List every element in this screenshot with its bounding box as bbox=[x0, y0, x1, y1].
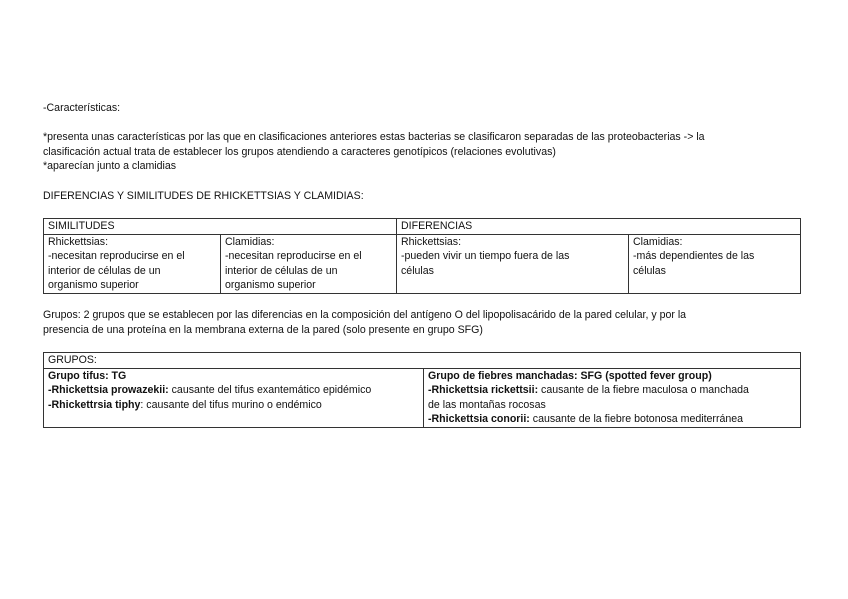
cell-dif-clamidias bbox=[629, 234, 801, 293]
caracteristicas-section bbox=[43, 101, 803, 116]
grupo-tifus-title bbox=[48, 369, 419, 384]
cell-line: células bbox=[633, 264, 666, 277]
cell-line: Clamidias: bbox=[633, 235, 683, 248]
caracteristicas-body bbox=[43, 130, 813, 174]
grupos-header: GRUPOS: bbox=[44, 353, 801, 369]
cell-line: -pueden vivir un tiempo fuera de las bbox=[401, 250, 570, 263]
grupos-intro-line: presencia de una proteína en la membrana externa de la pared (solo presente en grupo SFG) bbox=[43, 323, 483, 336]
species-desc: : causante del tifus murino o endémico bbox=[140, 398, 322, 411]
grupos-intro bbox=[43, 308, 813, 337]
caracteristicas-line: *aparecían junto a clamidias bbox=[43, 160, 177, 173]
table-header-row bbox=[44, 219, 801, 235]
caracteristicas-line: *presenta unas características por las que en clasificaciones anteriores estas bacterias se clasificaron separadas de las proteobacterias -> la bbox=[43, 131, 705, 143]
grupos-intro-line: Grupos: 2 grupos que se establecen por las diferencias en la composición del antígeno O del lipopolisacárido de la pared celular, y por la bbox=[43, 309, 687, 321]
cell-sim-clamidias bbox=[221, 234, 397, 293]
species-line-cont: de las montañas rocosas bbox=[428, 398, 546, 411]
species-desc: causante de la fiebre botonosa mediterránea bbox=[529, 413, 744, 426]
diferencias-title-block bbox=[43, 189, 803, 204]
cell-line: Clamidias: bbox=[225, 235, 275, 248]
grupo-tifus-cell bbox=[44, 368, 424, 427]
grupo-sfg-title bbox=[428, 369, 796, 384]
similitudes-diferencias-table bbox=[43, 218, 801, 294]
table-row bbox=[44, 234, 801, 293]
cell-line: -más dependientes de las bbox=[633, 250, 755, 263]
cell-line: Rhickettsias: bbox=[48, 235, 109, 248]
diferencias-title: DIFERENCIAS Y SIMILITUDES DE RHICKETTSIAS Y CLAMIDIAS: bbox=[43, 190, 364, 202]
cell-line: células bbox=[401, 264, 434, 277]
cell-dif-rhickettsias bbox=[397, 234, 629, 293]
species-name: -Rhickettrsia tiphy bbox=[48, 398, 141, 411]
grupos-table-block bbox=[43, 352, 800, 428]
cell-line: interior de células de un bbox=[225, 264, 338, 277]
species-line bbox=[48, 383, 419, 398]
cell-line: -necesitan reproducirse en el bbox=[48, 250, 185, 263]
similitudes-table-block bbox=[43, 218, 800, 294]
cell-sim-rhickettsias bbox=[44, 234, 221, 293]
species-line bbox=[428, 412, 796, 427]
caracteristicas-heading: -Características: bbox=[43, 102, 121, 114]
table-header-row bbox=[44, 353, 801, 369]
cell-line: interior de células de un bbox=[48, 264, 161, 277]
grupos-table bbox=[43, 352, 801, 428]
species-name: -Rhickettsia rickettsii: bbox=[428, 384, 539, 397]
species-name: -Rhickettsia conorii: bbox=[428, 413, 530, 426]
cell-line: -necesitan reproducirse en el bbox=[225, 250, 362, 263]
cell-line: organismo superior bbox=[48, 279, 139, 292]
species-name: -Rhickettsia prowazekii: bbox=[48, 384, 169, 397]
diferencias-header: DIFERENCIAS bbox=[397, 219, 801, 235]
grupo-sfg-title-text: Grupo de fiebres manchadas: SFG (spotted fever group) bbox=[428, 369, 712, 382]
caracteristicas-line: clasificación actual trata de establecer los grupos atendiendo a caracteres genotípicos (relaciones evolutivas) bbox=[43, 145, 556, 158]
cell-line: organismo superior bbox=[225, 279, 316, 292]
species-desc: causante del tifus exantemático epidémico bbox=[168, 384, 372, 397]
species-line bbox=[428, 383, 796, 398]
table-row bbox=[44, 368, 801, 427]
cell-line: Rhickettsias: bbox=[401, 235, 462, 248]
grupo-tifus-title-text: Grupo tifus: TG bbox=[48, 369, 127, 382]
similitudes-header: SIMILITUDES bbox=[44, 219, 397, 235]
species-desc: causante de la fiebre maculosa o manchada bbox=[538, 384, 749, 397]
grupo-sfg-cell bbox=[424, 368, 801, 427]
species-line bbox=[48, 398, 419, 413]
